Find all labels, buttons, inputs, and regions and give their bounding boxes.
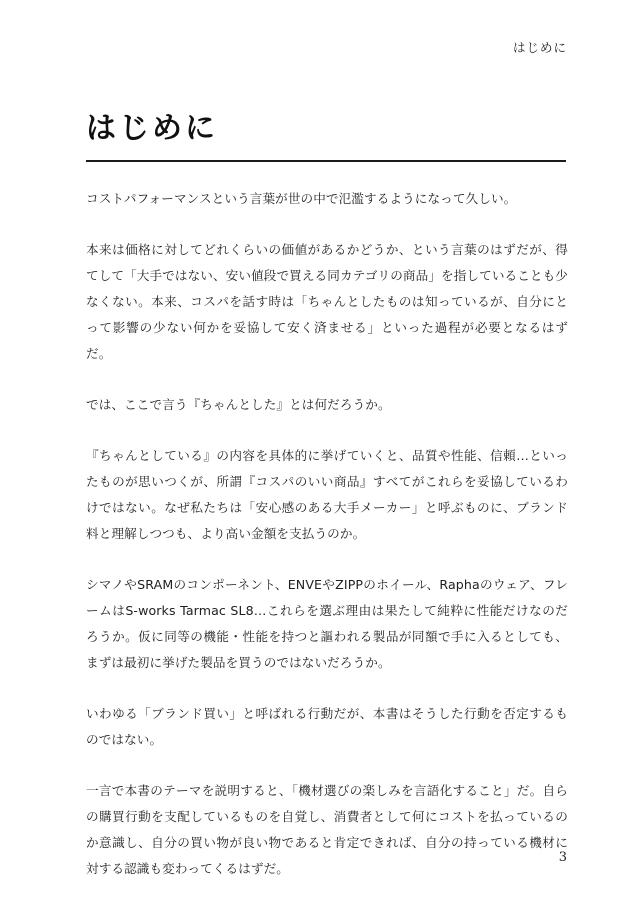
paragraph-6: いわゆる「ブランド買い」と呼ばれる行動だが、本書はそうした行動を否定するものではない。 [86, 706, 568, 747]
body-text [86, 186, 568, 907]
paragraph-4: 『ちゃんとしている』の内容を具体的に挙げていくと、品質や性能、信頼…といったものが思いつくが、所謂『コスパのいい商品』すべてがこれらを妥協しているわけではない。なぜ私たちは「安心感のある大手メーカー」と呼ぶものに、ブランド料と理解しつつも、より高い金額を支払うのか。 [86, 448, 568, 541]
paragraph-1: コストパフォーマンスという言葉が世の中で氾濫するようになって久しい。 [86, 191, 517, 206]
paragraph-3: では、ここで言う『ちゃんとした』とは何だろうか。 [86, 397, 391, 412]
title-divider [86, 160, 566, 162]
paragraph-7: 一言で本書のテーマを説明すると、「機材選びの楽しみを言語化すること」だ。自らの購買行動を支配しているものを自覚し、消費者として何にコストを払っているのか意識し、自分の買い物が良い物であると肯定できれば、自分の持っている機材に対する認識も変わってくるはずだ。 [86, 783, 568, 876]
running-header: はじめに [512, 40, 567, 55]
page-number: 3 [558, 850, 567, 865]
paragraph-2: 本来は価格に対してどれくらいの価値があるかどうか、という言葉のはずだが、得てして「大手ではない、安い値段で買える同カテゴリの商品」を指していることも少なくない。本来、コスパを話す時は「ちゃんとしたものは知っているが、自分にとって影響の少ない何かを妥協して安く済ませる」といった過程が必要となるはずだ。 [86, 242, 568, 361]
chapter-title: はじめに [86, 111, 218, 146]
paragraph-5: シマノやSRAMのコンポーネント、ENVEやZIPPのホイール、Raphaのウェア、フレームはS-works Tarmac SL8…これらを選ぶ理由は果たして純粋に性能だけなのだろうか。仮に同等の機能・性能を持つと謳われる製品が同額で手に入るとしても、まずは最初に挙げた製品を買うのではないだろうか。 [86, 577, 568, 670]
